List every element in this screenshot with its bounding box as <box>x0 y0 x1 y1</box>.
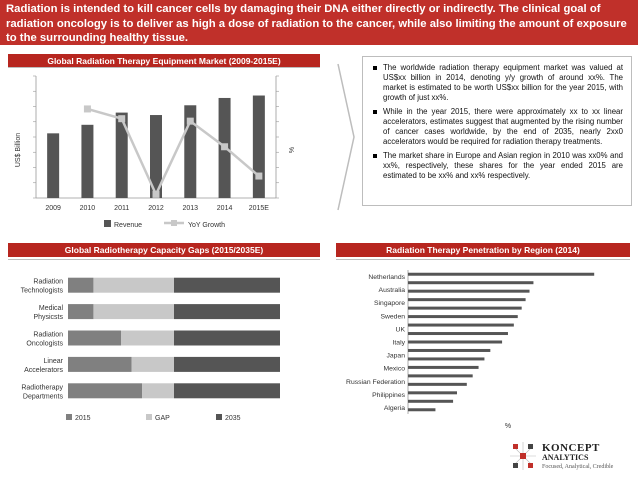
region-label: Russian Federation <box>346 378 405 386</box>
penetration-bar <box>408 290 530 293</box>
equipment-market-title: Global Radiation Therapy Equipment Market (2009-2015E) <box>8 54 320 68</box>
category-label: Technologists <box>20 287 63 295</box>
region-label: Italy <box>392 339 405 347</box>
penetration-title: Radiation Therapy Penetration by Region (2014) <box>336 243 630 257</box>
divider <box>8 259 320 260</box>
growth-point <box>221 143 228 150</box>
region-label: Netherlands <box>368 274 405 282</box>
region-label: Mexico <box>383 365 405 373</box>
penetration-bar <box>408 281 533 284</box>
xlabel-percent: % <box>504 423 512 430</box>
region-label: UK <box>395 326 405 334</box>
header-banner: Radiation is intended to kill cancer cells by damaging their DNA either directly or indirectly. The clinical goal of radiation oncology is to deliver as high a dose of radiation to the cancer, while also limiting the amount of exposure to the surrounding healthy tissue. <box>0 0 638 45</box>
capacity-bar-segment <box>121 331 174 346</box>
legend-label: GAP <box>155 415 170 422</box>
penetration-bar <box>408 324 514 327</box>
legend-label: 2015 <box>75 415 91 422</box>
capacity-bar-segment <box>93 278 174 293</box>
penetration-chart <box>336 262 626 432</box>
penetration-bar <box>408 341 502 344</box>
capacity-gaps-title: Global Radiotherapy Capacity Gaps (2015/2035E) <box>8 243 320 257</box>
category-label: Radiotherapy <box>21 384 63 392</box>
region-label: Sweden <box>380 313 405 321</box>
x-tick-label: 2009 <box>45 205 61 212</box>
penetration-bar <box>408 383 467 386</box>
x-tick-label: 2012 <box>148 205 164 212</box>
category-label: Medical <box>38 305 63 313</box>
penetration-bar <box>408 408 435 411</box>
legend-label-growth: YoY Growth <box>188 222 225 229</box>
penetration-bar <box>408 332 508 335</box>
x-tick-label: 2014 <box>216 205 233 212</box>
growth-line <box>87 109 258 194</box>
bullet-market-value: The worldwide radiation therapy equipment market was valued at US$xx billion in 2014, denoting y/y growth of around xx%. The market is estimated to be worth US$xx billion for the year 2015, with growth of just xx%. <box>373 63 623 103</box>
capacity-bar-segment <box>174 357 280 372</box>
category-label: Linear <box>43 357 63 365</box>
category-label: Departments <box>22 393 63 401</box>
capacity-gaps-chart <box>8 262 308 427</box>
region-label: Singapore <box>374 300 405 308</box>
penetration-bar <box>408 391 457 394</box>
capacity-bar-segment <box>174 383 280 398</box>
capacity-bar-segment <box>68 383 142 398</box>
x-tick-label: 2015E <box>248 205 269 212</box>
penetration-bar <box>408 349 490 352</box>
logo-mark-icon <box>508 438 538 474</box>
capacity-bar-segment <box>174 304 280 319</box>
legend-swatch <box>66 414 72 420</box>
growth-point <box>118 115 125 122</box>
revenue-bar <box>253 96 265 198</box>
market-summary-box <box>362 56 632 206</box>
penetration-bar <box>408 400 453 403</box>
divider <box>336 259 630 260</box>
logo-name-2: ANALYTICS <box>542 453 589 462</box>
region-label: Algeria <box>383 404 405 412</box>
growth-point <box>255 173 262 180</box>
category-label: Physicsts <box>33 314 63 322</box>
category-label: Accelerators <box>24 366 63 374</box>
penetration-bar <box>408 374 473 377</box>
penetration-bar <box>408 366 479 369</box>
capacity-bar-segment <box>93 304 174 319</box>
capacity-bar-segment <box>68 331 121 346</box>
capacity-bar-segment <box>174 331 280 346</box>
koncept-analytics-logo <box>508 436 632 476</box>
capacity-bar-segment <box>132 357 174 372</box>
legend-swatch <box>146 414 152 420</box>
capacity-bar-segment <box>68 304 93 319</box>
bullet-regional-share: The market share in Europe and Asian region in 2010 was xx0% and xx%, respectively, these shares for the year ended 2015 are estimated to be xx% and xx% respectively. <box>373 151 623 181</box>
arrow-chevron-icon <box>336 62 358 212</box>
capacity-bar-segment <box>174 278 280 293</box>
logo-name: KONCEPT <box>542 442 600 454</box>
growth-point <box>84 105 91 112</box>
category-label: Radiation <box>33 278 63 286</box>
region-label: Australia <box>378 287 405 295</box>
growth-point <box>153 191 160 198</box>
region-label: Philippines <box>372 391 405 399</box>
legend-swatch-revenue <box>104 220 111 227</box>
equipment-market-chart <box>14 68 304 238</box>
ylabel-revenue: US$ Billion <box>15 132 22 168</box>
category-label: Oncologists <box>26 340 63 348</box>
legend-swatch <box>216 414 222 420</box>
capacity-bar-segment <box>68 357 132 372</box>
region-label: Japan <box>386 352 405 360</box>
bullet-accelerators: While in the year 2015, there were approximately xx to xx linear accelerators, estimates suggest that augmented by the rising number of cancer cases worldwide, by the end of 2035, nearly 2xx0 accelerators would be required for radiation therapy treatments. <box>373 107 623 147</box>
capacity-bar-segment <box>142 383 174 398</box>
logo-tagline: Focused, Analytical, Credible <box>542 464 614 470</box>
penetration-bar <box>408 307 522 310</box>
x-tick-label: 2011 <box>114 205 130 212</box>
revenue-bar <box>81 125 93 198</box>
x-tick-label: 2010 <box>79 205 96 212</box>
penetration-bar <box>408 273 594 276</box>
x-tick-label: 2013 <box>182 205 199 212</box>
legend-marker-growth <box>171 220 177 226</box>
legend-label: 2035 <box>225 415 241 422</box>
penetration-bar <box>408 315 518 318</box>
legend-label-revenue: Revenue <box>114 222 143 229</box>
penetration-bar <box>408 298 526 301</box>
capacity-bar-segment <box>68 278 93 293</box>
revenue-bar <box>47 133 59 198</box>
category-label: Radiation <box>33 331 63 339</box>
ylabel-growth: % <box>289 146 296 154</box>
penetration-bar <box>408 357 484 360</box>
growth-point <box>187 118 194 125</box>
